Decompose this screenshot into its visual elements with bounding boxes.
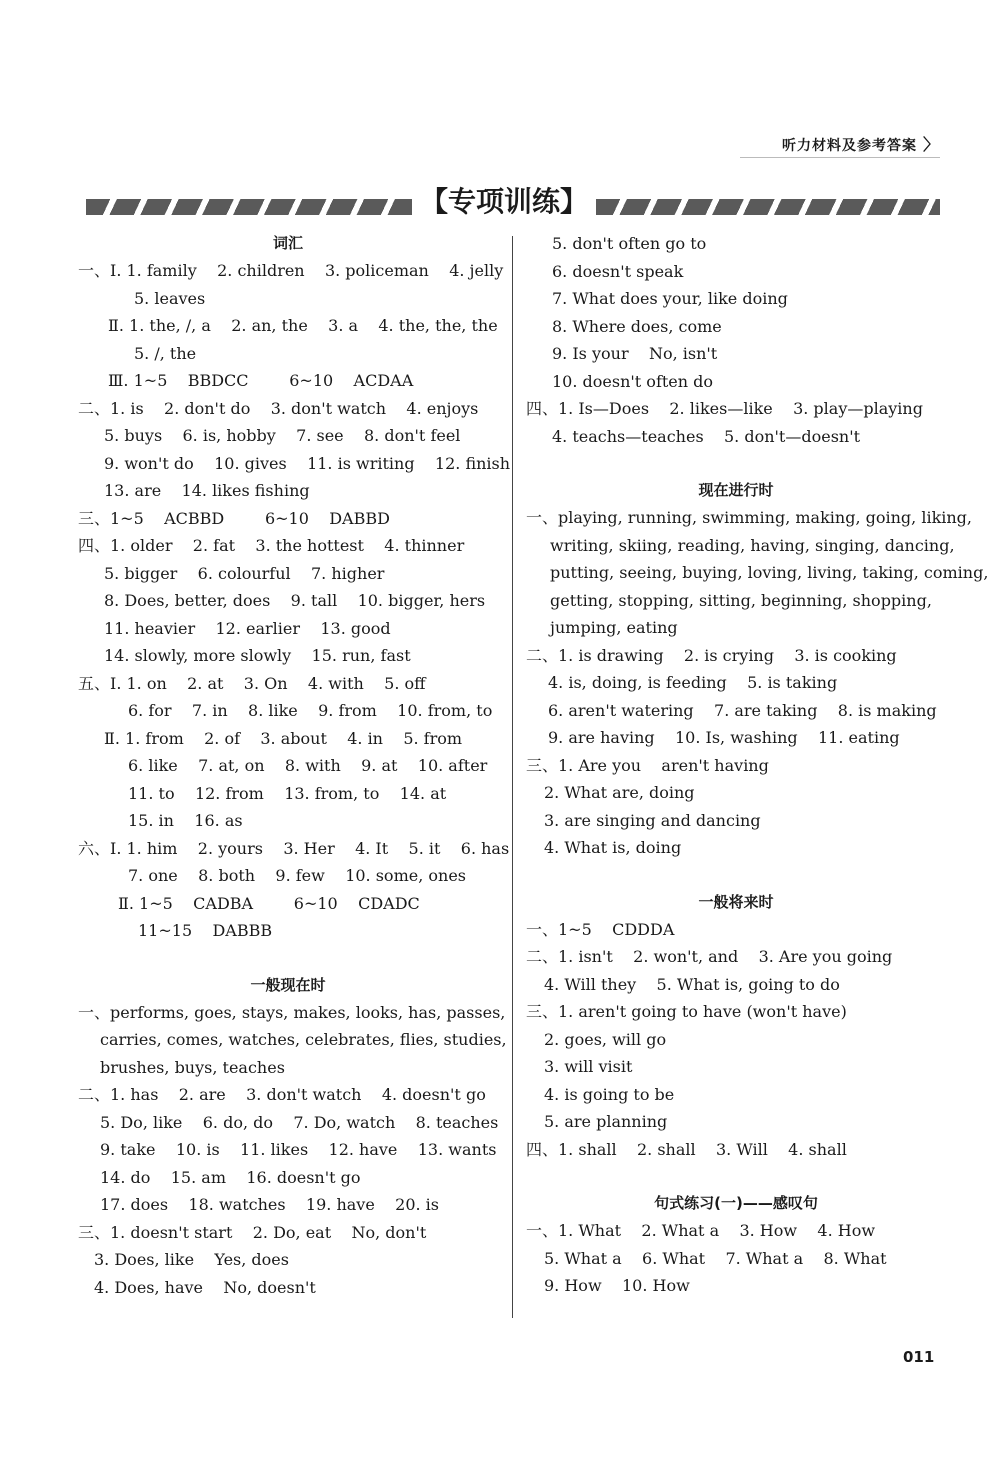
answer-line: 11. heavier 12. earlier 13. good	[104, 618, 391, 638]
header-text: 听力材料及参考答案	[781, 138, 917, 154]
answer-line: 三、1~5 ACBBD 6~10 DABBD	[78, 508, 390, 528]
answer-line: 5. are planning	[544, 1112, 668, 1131]
answer-line: 2. goes, will go	[544, 1029, 667, 1049]
chevron-right-icon: 〉	[922, 135, 940, 154]
banner-stripes-right	[596, 199, 940, 215]
answer-line: 5. buys 6. is, hobby 7. see 8. don't feel	[104, 426, 461, 445]
banner-stripes-left	[86, 199, 412, 215]
answer-line: 4. What is, doing	[544, 838, 682, 857]
column-divider	[512, 236, 513, 1318]
answer-line: 5. Do, like 6. do, do 7. Do, watch 8. teaches	[100, 1112, 499, 1132]
header-label	[782, 132, 940, 155]
answer-line: 6. aren't watering 7. are taking 8. is making	[548, 700, 937, 720]
answer-line: 5. bigger 6. colourful 7. higher	[104, 563, 385, 583]
answer-line: 二、1. is drawing 2. is crying 3. is cooking	[526, 645, 897, 665]
answer-line: Ⅱ. 1. from 2. of 3. about 4. in 5. from	[104, 728, 463, 748]
answer-line: 4. is going to be	[544, 1084, 675, 1104]
answer-line: 11. to 12. from 13. from, to 14. at	[128, 783, 447, 803]
answer-line: 3. Does, like Yes, does	[94, 1250, 289, 1269]
answer-line: 一、performs, goes, stays, makes, looks, has, passes,	[78, 1002, 506, 1022]
section-gap	[78, 945, 498, 972]
answer-line: 9. are having 10. Is, washing 11. eating	[548, 728, 900, 747]
answer-line: 7. What does your, like doing	[552, 289, 788, 308]
answer-line: 5. /, the	[134, 343, 197, 363]
answer-line: 11~15 DABBB	[138, 921, 273, 940]
answer-line: carries, comes, watches, celebrates, flies, studies,	[100, 1030, 507, 1049]
answer-line: 2. What are, doing	[544, 783, 695, 802]
answer-line: 6. like 7. at, on 8. with 9. at 10. after	[128, 756, 488, 775]
answer-line: putting, seeing, buying, loving, living, taking, coming,	[550, 563, 989, 582]
answer-line: 5. leaves	[134, 288, 206, 308]
answer-line: getting, stopping, sitting, beginning, shopping,	[550, 590, 932, 610]
answer-line: 四、1. Is—Does 2. likes—like 3. play—playing	[526, 399, 923, 418]
answer-line: 13. are 14. likes fishing	[104, 481, 310, 500]
answer-line: 6. for 7. in 8. like 9. from 10. from, to	[128, 701, 493, 720]
answer-line: 二、1. has 2. are 3. don't watch 4. doesn't go	[78, 1085, 486, 1104]
answer-line: 14. slowly, more slowly 15. run, fast	[104, 646, 411, 665]
answer-line: 5. What a 6. What 7. What a 8. What	[544, 1248, 887, 1268]
answer-line: brushes, buys, teaches	[100, 1057, 285, 1077]
answer-line: 3. will visit	[544, 1057, 633, 1076]
section-gap	[526, 1163, 946, 1190]
section-title: 词汇	[272, 234, 303, 252]
answer-line: 8. Does, better, does 9. tall 10. bigger, hers	[104, 591, 486, 610]
answer-line: 10. doesn't often do	[552, 371, 714, 391]
answer-line: 一、1~5 CDDDA	[526, 919, 675, 939]
answer-line: 6. doesn't speak	[552, 261, 684, 281]
answer-line: 五、Ⅰ. 1. on 2. at 3. On 4. with 5. off	[78, 673, 426, 693]
page-number: 011	[903, 1348, 935, 1366]
section-gap	[526, 450, 946, 477]
answer-line: 7. one 8. both 9. few 10. some, ones	[128, 866, 466, 885]
answer-line: 三、1. Are you aren't having	[526, 755, 769, 775]
answer-line: 4. teachs—teaches 5. don't—doesn't	[552, 426, 861, 446]
answer-line: 四、1. older 2. fat 3. the hottest 4. thinner	[78, 536, 465, 555]
left-column	[78, 230, 511, 1301]
answer-line: 14. do 15. am 16. doesn't go	[100, 1167, 361, 1187]
answer-line: 8. Where does, come	[552, 316, 722, 336]
section-title: 现在进行时	[698, 481, 774, 499]
header-rule	[740, 157, 940, 158]
answer-line: 9. Is your No, isn't	[552, 344, 718, 363]
banner-title: 【专项训练】	[419, 185, 588, 218]
answer-line: 17. does 18. watches 19. have 20. is	[100, 1195, 439, 1214]
section-gap	[526, 862, 946, 889]
answer-line: 二、1. isn't 2. won't, and 3. Are you going	[526, 947, 893, 966]
section-title: 一般现在时	[250, 975, 326, 994]
answer-line: 4. Does, have No, doesn't	[94, 1277, 316, 1297]
right-column	[526, 230, 989, 1300]
answer-line: 5. don't often go to	[552, 234, 707, 253]
answer-line: Ⅱ. 1. the, /, a 2. an, the 3. a 4. the, the, the	[108, 316, 498, 335]
answer-line: 三、1. doesn't start 2. Do, eat No, don't	[78, 1222, 427, 1242]
answer-line: 4. is, doing, is feeding 5. is taking	[548, 673, 838, 692]
answer-line: writing, skiing, reading, having, singing, dancing,	[550, 535, 955, 555]
answer-line: 一、1. What 2. What a 3. How 4. How	[526, 1221, 876, 1240]
section-title: 一般将来时	[698, 892, 774, 911]
answer-line: 4. Will they 5. What is, going to do	[544, 974, 840, 994]
answer-line: 六、Ⅰ. 1. him 2. yours 3. Her 4. It 5. it 6. has	[78, 838, 510, 858]
answer-line: 二、1. is 2. don't do 3. don't watch 4. enjoys	[78, 398, 479, 418]
answer-line: 15. in 16. as	[128, 811, 243, 830]
answer-line: 一、Ⅰ. 1. family 2. children 3. policeman 4. jelly	[78, 261, 504, 280]
answer-line: 9. take 10. is 11. likes 12. have 13. wants	[100, 1140, 497, 1159]
answer-line: 一、playing, running, swimming, making, going, liking,	[526, 508, 973, 527]
answer-line: jumping, eating	[550, 618, 678, 637]
answer-line: Ⅲ. 1~5 BBDCC 6~10 ACDAA	[108, 371, 414, 390]
answer-line: 四、1. shall 2. shall 3. Will 4. shall	[526, 1139, 847, 1159]
answer-line: 9. won't do 10. gives 11. is writing 12. finish	[104, 453, 511, 473]
answer-line: 三、1. aren't going to have (won't have)	[526, 1002, 847, 1021]
answer-line: 9. How 10. How	[544, 1276, 690, 1295]
answer-line: Ⅱ. 1~5 CADBA 6~10 CDADC	[118, 893, 420, 913]
section-title: 句式练习(一)——感叹句	[654, 1194, 818, 1212]
answer-line: 3. are singing and dancing	[544, 810, 761, 830]
